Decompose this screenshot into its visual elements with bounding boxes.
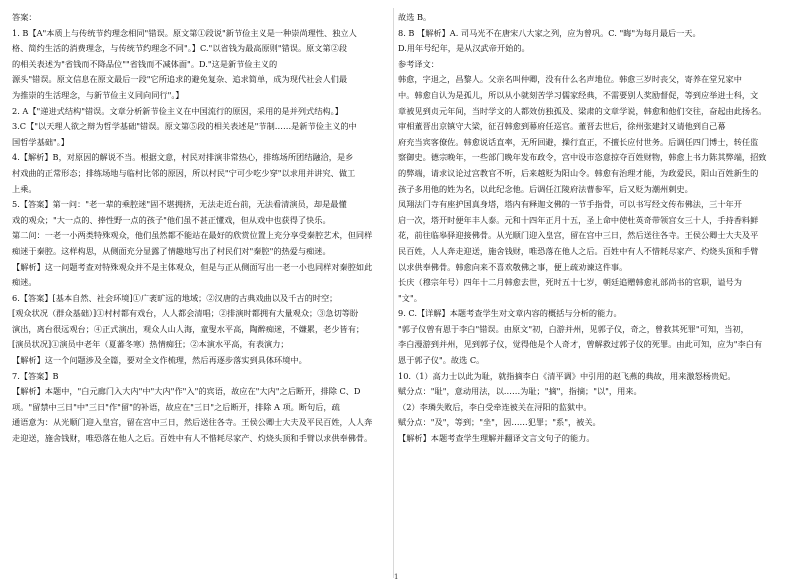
text-line: 恩于郭子仪"。故选 C。 (398, 355, 485, 366)
text-line: 的弊端，请求议论过宫教官不听，后来越贬为阳山令。韩愈有治理才能，为政爱民，阳山百姓新生的 (398, 167, 759, 178)
text-line: 【解析】这一个问题涉及全篇，要对全文作梳理，然后再逐步落实到具体环境中。 (12, 355, 307, 366)
text-line: 【解析】本题中，"白元廊门入大内"中"大内"作"入"的宾语，故应在"大内"之后断开，排除 C、D (12, 386, 361, 397)
text-line: 【解析】这一问题考查对特殊观众并不是主体观众，但是与正从侧面写出一老一小也同样对秦腔如此 (12, 261, 373, 272)
text-line: 以求供奉佛骨。韩愈向来不喜欢敬佛之事，便上疏劝谏这件事。 (398, 261, 628, 272)
text-line: 国哲学基础"。】 (12, 136, 69, 147)
text-line: 凤翔法门寺有座护国真身塔，塔内有释迦文佛的一节手指骨，可以书写经文传布佛法，三十年开 (398, 199, 742, 210)
text-line: 赋分点："耻"，意动用法，以……为耻；"摘"，指摘；"以"，用来。 (398, 386, 642, 397)
text-line: 格、简约生活的消费理念，与传统节约理念不同"。】C."以省钱为最高原则"错误。原文第②段 (12, 43, 348, 54)
text-line: "郭子仪曾有恩于李白"错误。由原文"初，白游并州，见郭子仪，奇之，曾救其死罪"可知，当初， (398, 323, 749, 334)
text-line: 【解析】本题考查学生理解并翻译文言文句子的能力。 (398, 433, 595, 444)
text-line: 的相关表述为"省钱而不降品位""省钱而不减体面"。D."这是新节俭主义的 (12, 58, 278, 69)
text-line: 故选 B。 (398, 12, 432, 22)
left-column (12, 10, 395, 447)
text-line: D.用年号纪年，是从汉武帝开始的。 (398, 43, 530, 54)
text-line: 章被见到贞元年间，当时学文的人都效仿独孤及、梁肃的文章学说，韩愈和他们交往，奋起由此扬名。 (398, 105, 767, 116)
text-line: 走迎送，施舍钱财，唯恐落在他人之后。百姓中有人不惜耗尽家产、灼烧头顶和手臂以求供奉佛骨。 (12, 433, 373, 444)
text-line: 花，前往临皋驿迎接佛骨。从光顺门迎入皇宫，留在宫中三日，然后送往各寺。王侯公卿士大夫及平 (398, 230, 759, 241)
text-line: 6.【答案】[基本自然、社会环境]①广袤旷远的地域；②汉唐的古典戏曲以及千古的时空； (12, 292, 338, 303)
text-line: 演出，离台很远观台；④正式演出，观众人山人海，童叟水平高，陶醉痴迷，不嫌累，老少皆有； (12, 323, 365, 334)
text-line: [演员状况]①演员中老年（夏蕃冬寒）热情痴狂；②本演水平高，有表演力； (12, 339, 289, 350)
text-line: 9. C.【详解】本题考查学生对文章内容的概括与分析的能力。 (398, 308, 622, 319)
text-line: 10.（1）高力士以此为耻，就指摘李白《清平调》中引用的赵飞燕的典故，用来激怒杨贵妃。 (398, 370, 736, 381)
text-line: 通语意为：从光顺门迎入皇宫，留在宫中三日，然后送往各寺。王侯公卿士大夫及平民百姓，人人奔 (12, 417, 373, 428)
text-line: 第二问：一老一小两类特殊观众，他们虽然都不能站在最好的欣赏位置上充分享受秦腔艺术，但同样 (12, 230, 373, 241)
text-line: 痴迷。 (12, 277, 37, 288)
text-line: 3.C【"以天理人欲之辩为哲学基础"错误。原文第⑤段的相关表述是"节制……是新节俭主义的中 (12, 121, 357, 132)
text-line: 2. A【"递进式结构"错误。文章分析新节俭主义在中国流行的原因，采用的是并列式结构。】 (12, 105, 343, 116)
text-line: 察御史。德宗晚年，一些部门晚年发布政令，宫中设市恣意掠夺百姓财物，韩愈上书力陈其弊端，招致 (398, 152, 767, 163)
text-line: 上乘。 (12, 183, 37, 194)
text-line: 李白漫游到并州，见到郭子仪，觉得他是个人奇才，曾解救过郭子仪的死罪。由此可知，应为"李白有 (398, 339, 763, 350)
text-line: 民百姓，人人奔走迎送，施舍钱财，唯恐落在他人之后。百姓中有人不惜耗尽家产、灼烧头顶和手臂 (398, 245, 759, 256)
text-line: 痴迷于秦腔。这样构思，从侧面充分显露了情趣地写出了村民们对"秦腔"的热爱与痴迷。 (12, 245, 331, 256)
text-line: 参考译文： (398, 58, 439, 69)
text-line: 孩子多用他的姓为名，以此纪念他。后调任江陵府法曹参军，后又贬为潮州刺史。 (398, 183, 693, 194)
text-line: [观众状况（群众基础）]①村村都有戏台，人人都会清唱；②排演时都拥有大量观众；③急切等盼 (12, 308, 359, 319)
text-line: 中。韩愈自认为是孤儿，所以从小就刻苦学习儒家经典，不需要别人奖励督促，等到应举进士科，文 (398, 89, 759, 100)
page-number: 1 (394, 573, 399, 581)
text-line: 项。"留禁中三日"中"三日"作"留"的补语，故应在"三日"之后断开，排除 A 项。断句后，疏 (12, 401, 340, 412)
text-line: 1. B【A"本质上与传统节约理念相同"错误。原文第①段说"新节俭主义是一种崇尚理性、独立人 (12, 27, 357, 38)
text-line: 7.【答案】B (12, 370, 59, 381)
text-line: 8. B 【解析】A. 司马光不在唐宋八大家之列，应为曾巩。C. "晦"为每月最后一天。 (398, 27, 701, 38)
text-line: 长庆（穆宗年号）四年十二月韩愈去世，死时五十七岁，朝廷追赠韩愈礼部尚书的官职，谥号为 (398, 277, 742, 288)
text-line: 源头"错误。原文信息在原文最后一段"它所追求的避免复杂、追求简单，成为现代社会人们最 (12, 74, 348, 85)
text-line: 5.【答案】第一问："老一辈的乘腔迷"固不堪拥挤，无法走近台前，无法看清演员，却是最懂 (12, 199, 347, 210)
text-line: 韩愈，字退之，昌黎人。父亲名叫仲卿，没有什么名声地位。韩愈三岁时丧父，寄养在堂兄家中 (398, 74, 742, 85)
text-line: 为推崇的生活理念，与新节俭主义同向同行"。】 (12, 89, 184, 100)
text-line: 答案： (12, 12, 37, 22)
right-column (398, 10, 782, 447)
text-line: 4.【解析】B，对原因的解说不当。根据文意，村民对排演非常热心，排练场所团结融洽，是乡 (12, 152, 354, 163)
text-line: 府充当宾客僚佐。韩愈说话直率，无所回避，操行直正，不擅长应付世务。后调任四门博士，转任监 (398, 136, 759, 147)
text-line: 赋分点："及"，等到；"坐"，因……犯罪；"系"，被关。 (398, 417, 601, 428)
text-line: 戏的观众；"大一点的、捧性野一点的孩子"他们虽不甚正懂戏，但从戏中也获得了快乐。 (12, 214, 331, 225)
text-line: 村戏曲的正常形态；排练场地与临村比邻的原因，所以村民"宁可少吃少穿"以求用并讲究、做工 (12, 167, 356, 178)
text-line: 启一次，塔开时便年丰人泰。元和十四年正月十五，圣上命中使杜英奇带领宫女三十人，手持香料鲜 (398, 214, 759, 225)
text-line: 审相董晋出京镇守大梁，征召韩愈到幕府任巡官。董晋去世后，徐州张建封又请他到自己幕 (398, 121, 726, 132)
text-line: （2）李璘失败后，李白受牵连被关在浔阳的监狱中。 (398, 401, 592, 412)
text-line: "文"。 (398, 292, 422, 303)
column-divider (393, 8, 394, 578)
